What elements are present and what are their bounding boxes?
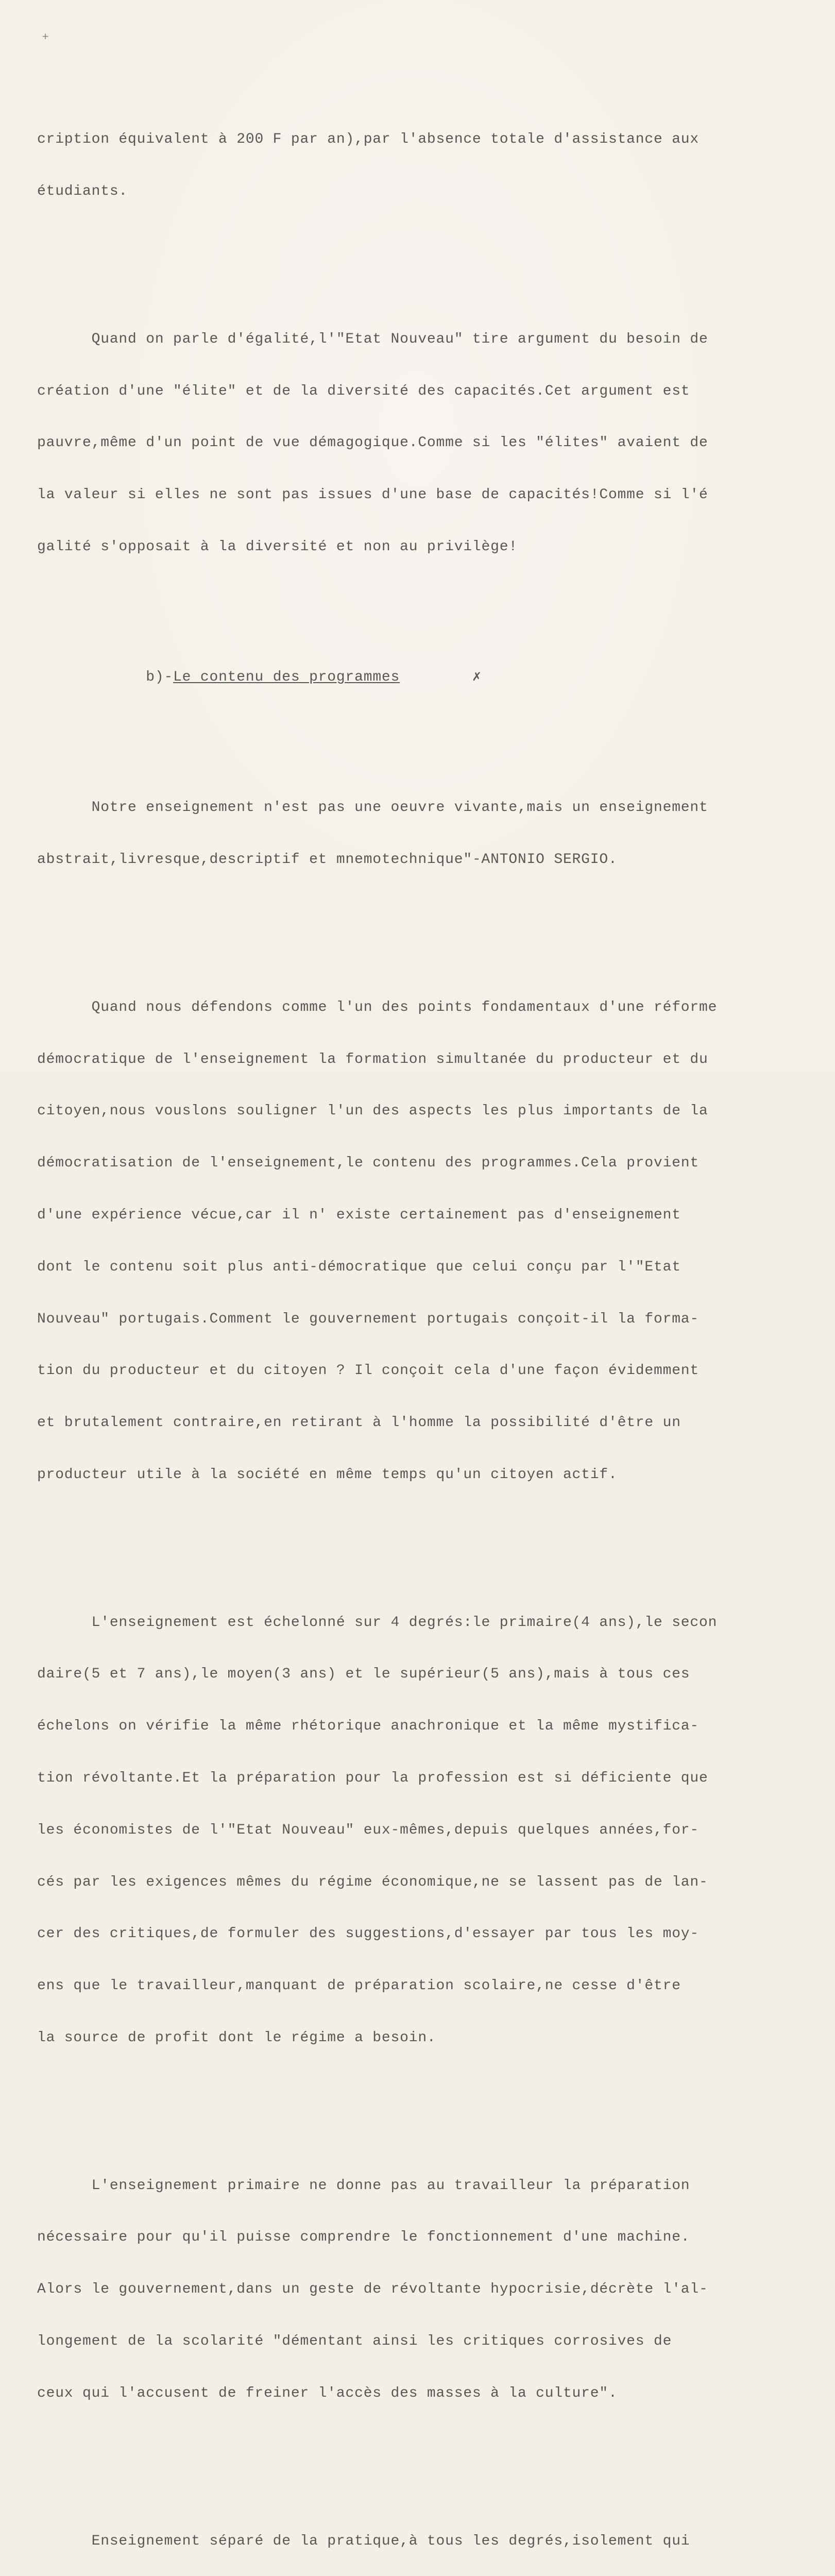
paragraph-2-line-1: Quand on parle d'égalité,l'"Etat Nouveau" tire argument du besoin de (37, 331, 708, 347)
paragraph-4-line-10: producteur utile à la société en même temps qu'un citoyen actif. (37, 1466, 618, 1483)
paragraph-5-line-6: cés par les exigences mêmes du régime économique,ne se lassent pas de lan- (37, 1874, 708, 1890)
paragraph-6-line-4: longement de la scolarité "démentant ainsi les critiques corrosives de (37, 2333, 672, 2349)
heading-mark: ✗ (472, 669, 482, 686)
paragraph-6 (37, 2142, 799, 2436)
paragraph-4-line-1: Quand nous défendons comme l'un des points fondamentaux d'une réforme (37, 999, 718, 1015)
paragraph-1-line-2: étudiants. (37, 183, 128, 200)
paragraph-5-line-1: L'enseignement est échelonné sur 4 degrés:le primaire(4 ans),le secon (37, 1614, 718, 1631)
paragraph-1 (37, 96, 799, 235)
paragraph-4-line-5: d'une expérience vécue,car il n' existe certainement pas d'enseignement (37, 1207, 681, 1223)
paragraph-5-line-8: ens que le travailleur,manquant de préparation scolaire,ne cesse d'être (37, 1978, 681, 1994)
section-heading (37, 652, 799, 704)
paragraph-5-line-2: daire(5 et 7 ans),le moyen(3 ans) et le supérieur(5 ans),mais à tous ces (37, 1666, 690, 1683)
paragraph-4-line-3: citoyen,nous vouslons souligner l'un des aspects les plus importants de la (37, 1103, 708, 1120)
paragraph-7-line-1: Enseignement séparé de la pratique,à tous les degrés,isolement qui (37, 2533, 690, 2549)
paragraph-4-line-6: dont le contenu soit plus anti-démocratique que celui conçu par l'"Etat (37, 1259, 681, 1275)
top-left-mark: + (42, 30, 49, 42)
paragraph-2-line-5: galité s'opposait à la diversité et non au privilège! (37, 539, 518, 555)
paragraph-4-line-7: Nouveau" portugais.Comment le gouvernement portugais conçoit-il la forma- (37, 1311, 699, 1327)
paragraph-5-line-4: tion révoltante.Et la préparation pour la profession est si déficiente que (37, 1770, 708, 1786)
paragraph-5-line-9: la source de profit dont le régime a besoin. (37, 2029, 436, 2046)
paragraph-5 (37, 1579, 799, 2081)
paragraph-6-line-2: nécessaire pour qu'il puisse comprendre le fonctionnement d'une machine. (37, 2229, 690, 2246)
paragraph-2-line-2: création d'une "élite" et de la diversité des capacités.Cet argument est (37, 383, 690, 399)
section-heading-indent (92, 669, 146, 685)
paragraph-3 (37, 765, 799, 903)
document-body (37, 62, 799, 2576)
paragraph-5-line-5: les économistes de l'"Etat Nouveau" eux-mêmes,depuis quelques années,for- (37, 1822, 699, 1838)
paragraph-2 (37, 296, 799, 590)
paragraph-6-line-3: Alors le gouvernement,dans un geste de révoltante hypocrisie,décrète l'al- (37, 2281, 708, 2298)
paragraph-1-line-1: cription équivalent à 200 F par an),par l'absence totale d'assistance aux (37, 131, 699, 148)
paragraph-3-line-2: abstrait,livresque,descriptif et mnemotechnique"-ANTONIO SERGIO. (37, 852, 618, 868)
paragraph-4 (37, 964, 799, 1518)
paragraph-2-line-4: la valeur si elles ne sont pas issues d'une base de capacités!Comme si l'é (37, 487, 708, 503)
paragraph-6-line-1: L'enseignement primaire ne donne pas au travailleur la préparation (37, 2177, 690, 2194)
paragraph-5-line-7: cer des critiques,de formuler des suggestions,d'essayer par tous les moy- (37, 1926, 699, 1942)
section-heading-title: Le contenu des programmes (173, 669, 400, 686)
paragraph-3-line-1: Notre enseignement n'est pas une oeuvre vivante,mais un enseignement (37, 800, 708, 816)
paragraph-7 (37, 2498, 799, 2576)
paragraph-4-line-2: démocratique de l'enseignement la formation simultanée du producteur et du (37, 1051, 708, 1067)
paragraph-4-line-8: tion du producteur et du citoyen ? Il conçoit cela d'une façon évidemment (37, 1363, 699, 1379)
section-heading-prefix: b)- (146, 669, 174, 686)
paragraph-2-line-3: pauvre,même d'un point de vue démagogique.Comme si les "élites" avaient de (37, 435, 708, 451)
section-heading-spacer (400, 669, 472, 685)
paragraph-4-line-4: démocratisation de l'enseignement,le contenu des programmes.Cela provient (37, 1155, 699, 1172)
paragraph-6-line-5: ceux qui l'accusent de freiner l'accès des masses à la culture". (37, 2385, 618, 2401)
paragraph-4-line-9: et brutalement contraire,en retirant à l'homme la possibilité d'être un (37, 1415, 681, 1431)
paragraph-5-line-3: échelons on vérifie la même rhétorique anachronique et la même mystifica- (37, 1718, 699, 1735)
